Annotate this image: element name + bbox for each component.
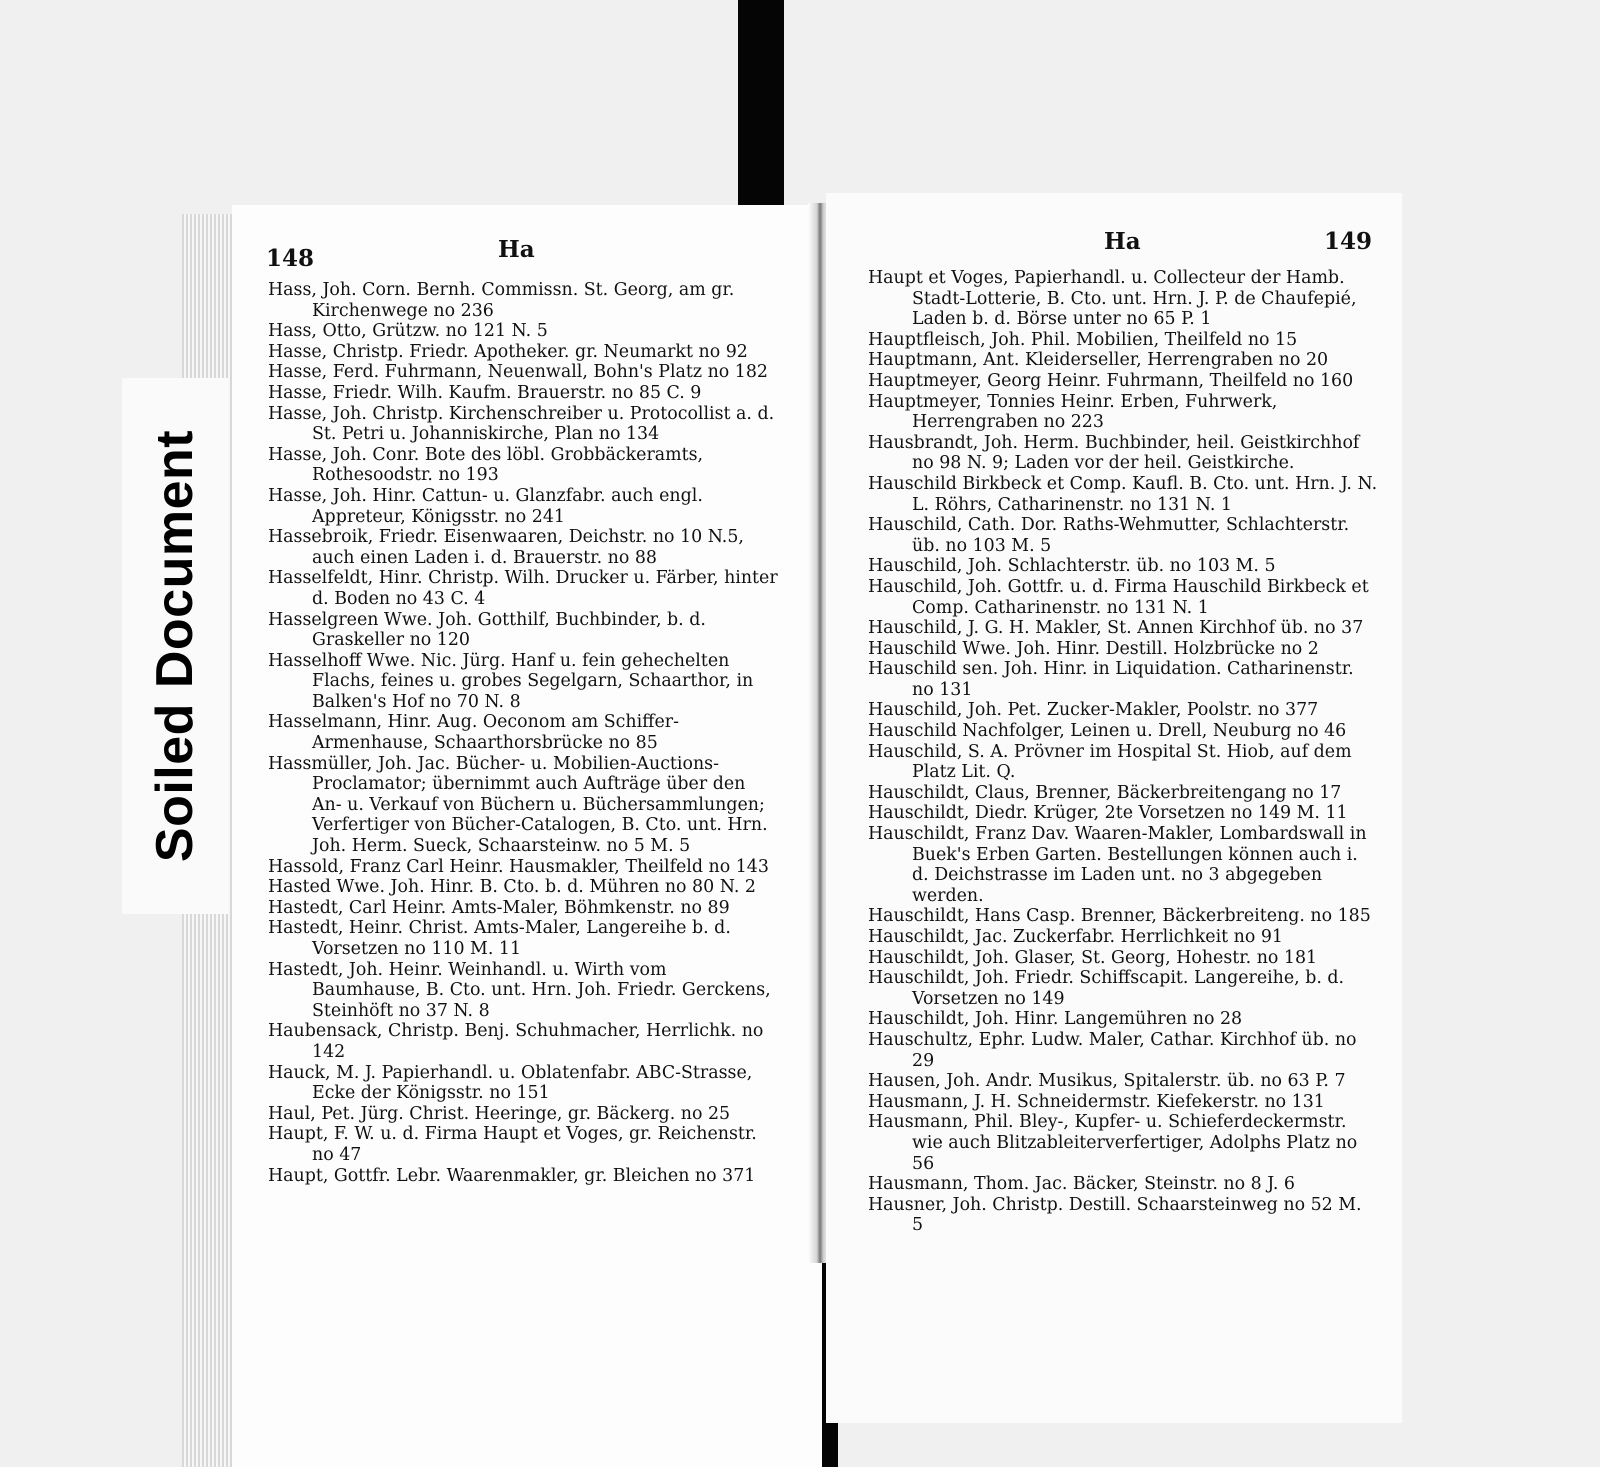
directory-entry: Hausmann, Thom. Jac. Bäcker, Steinstr. no 8 J. 6: [868, 1174, 1295, 1195]
right-page-number: 149: [1324, 228, 1373, 255]
directory-entry: Hassmüller, Joh. Jac. Bücher- u. Mobilien-Auctions-Proclamator; übernimmt auch Aufträge über den An- u. Verkauf von Büchern u. Büchersammlungen; Verfertiger von Bücher-Catalogen, B. Cto. unt. Hrn. Joh. Herm. Sueck, Schaarsteinw. no 5 M. 5: [268, 753, 768, 857]
directory-entry: Hasselmann, Hinr. Aug. Oeconom am Schiffer-Armenhause, Schaarthorsbrücke no 85: [268, 712, 679, 754]
directory-entry: Hasse, Friedr. Wilh. Kaufm. Brauerstr. no 85 C. 9: [268, 382, 702, 403]
directory-entry: Hasselgreen Wwe. Joh. Gotthilf, Buchbinder, b. d. Graskeller no 120: [268, 609, 706, 651]
directory-entry: Hauschildt, Joh. Hinr. Langemühren no 28: [868, 1009, 1243, 1030]
directory-entry: Hasse, Christp. Friedr. Apotheker. gr. Neumarkt no 92: [268, 341, 748, 362]
directory-entry: Hauschild sen. Joh. Hinr. in Liquidation. Catharinenstr. no 131: [868, 659, 1354, 700]
directory-entry: Hass, Joh. Corn. Bernh. Commissn. St. Georg, am gr. Kirchenwege no 236: [268, 280, 735, 321]
directory-entry: Hauptmann, Ant. Kleiderseller, Herrengraben no 20: [868, 350, 1329, 371]
directory-entry: Haul, Pet. Jürg. Christ. Heeringe, gr. Bäckerg. no 25: [268, 1103, 731, 1124]
directory-entry: Hastedt, Joh. Heinr. Weinhandl. u. Wirth vom Baumhause, B. Cto. unt. Hrn. Joh. Friedr. Gerckens, Steinhöft no 37 N. 8: [268, 959, 771, 1021]
directory-entry: Hassold, Franz Carl Heinr. Hausmakler, Theilfeld no 143: [268, 856, 769, 877]
left-running-head: Ha: [498, 236, 535, 263]
directory-entry: Hausbrandt, Joh. Herm. Buchbinder, heil. Geistkirchhof no 98 N. 9; Laden vor der heil. Geistkirche.: [868, 432, 1360, 474]
directory-entry: Haubensack, Christp. Benj. Schuhmacher, Herrlichk. no 142: [268, 1021, 764, 1062]
directory-entry: Hasse, Joh. Christp. Kirchenschreiber u. Protocollist a. d. St. Petri u. Johanniskirche, Plan no 134: [268, 403, 775, 445]
directory-entry: Hastedt, Carl Heinr. Amts-Maler, Böhmkenstr. no 89: [268, 897, 730, 918]
directory-entry: Hausner, Joh. Christp. Destill. Schaarsteinweg no 52 M. 5: [868, 1194, 1362, 1236]
directory-entry: Hauschildt, Diedr. Krüger, 2te Vorsetzen no 149 M. 11: [868, 803, 1348, 824]
directory-entry: Hasse, Ferd. Fuhrmann, Neuenwall, Bohn's Platz no 182: [268, 362, 768, 383]
directory-entry: Hassebroik, Friedr. Eisenwaaren, Deichstr. no 10 N.5, auch einen Laden i. d. Brauerstr. no 88: [268, 527, 744, 568]
directory-entry: Hauschildt, Franz Dav. Waaren-Makler, Lombardswall in Buek's Erben Garten. Bestellungen können auch i. d. Deichstrasse im Laden unt. no 3 abgegeben werden.: [868, 824, 1367, 906]
directory-entry: Hastedt, Heinr. Christ. Amts-Maler, Langereihe b. d. Vorsetzen no 110 M. 11: [268, 918, 731, 959]
directory-entry: Haupt et Voges, Papierhandl. u. Collecteur der Hamb. Stadt-Lotterie, B. Cto. unt. Hrn. J. P. de Chaufepié, Laden b. d. Börse unter no 65 P. 1: [868, 268, 1357, 330]
directory-entry: Hauschildt, Joh. Friedr. Schiffscapit. Langereihe, b. d. Vorsetzen no 149: [868, 968, 1345, 1009]
directory-entry: Haupt, Gottfr. Lebr. Waarenmakler, gr. Bleichen no 371: [268, 1165, 756, 1186]
directory-entry: Hauptfleisch, Joh. Phil. Mobilien, Theilfeld no 15: [868, 329, 1298, 350]
directory-entry: Hauschild, J. G. H. Makler, St. Annen Kirchhof üb. no 37: [868, 618, 1364, 639]
directory-entry: Hasselhoff Wwe. Nic. Jürg. Hanf u. fein gehechelten Flachs, feines u. grobes Segelgarn, Schaarthor, in Balken's Hof no 70 N. 8: [268, 650, 754, 712]
directory-entry: Hauschildt, Joh. Glaser, St. Georg, Hohestr. no 181: [868, 947, 1318, 968]
directory-entry: Hauptmeyer, Georg Heinr. Fuhrmann, Theilfeld no 160: [868, 370, 1354, 391]
black-tape-top: [738, 0, 784, 205]
directory-entry: Hauschild, Joh. Pet. Zucker-Makler, Poolstr. no 377: [868, 700, 1319, 721]
directory-entry: Hauptmeyer, Tonnies Heinr. Erben, Fuhrwerk, Herrengraben no 223: [868, 391, 1278, 433]
directory-entry: Hauck, M. J. Papierhandl. u. Oblatenfabr. ABC-Strasse, Ecke der Königsstr. no 151: [268, 1062, 753, 1104]
left-entry-list: [268, 280, 778, 1186]
directory-entry: Hauschild Wwe. Joh. Hinr. Destill. Holzbrücke no 2: [868, 638, 1319, 659]
directory-entry: Hauschild Nachfolger, Leinen u. Drell, Neuburg no 46: [868, 721, 1347, 742]
directory-entry: Hausmann, Phil. Bley-, Kupfer- u. Schieferdeckermstr. wie auch Blitzableiterverfertiger, Adolphs Platz no 56: [868, 1112, 1358, 1174]
directory-entry: Hasse, Joh. Conr. Bote des löbl. Grobbäckeramts, Rothesoodstr. no 193: [268, 444, 704, 486]
directory-entry: Hauschildt, Claus, Brenner, Bäckerbreitengang no 17: [868, 782, 1342, 803]
directory-entry: Hass, Otto, Grützw. no 121 N. 5: [268, 321, 548, 342]
right-entry-list: [868, 268, 1378, 1236]
directory-entry: Hauschildt, Hans Casp. Brenner, Bäckerbreiteng. no 185: [868, 906, 1371, 927]
left-page-number: 148: [266, 245, 315, 272]
directory-entry: Hauschildt, Jac. Zuckerfabr. Herrlichkeit no 91: [868, 927, 1283, 947]
directory-entry: Hausmann, J. H. Schneidermstr. Kiefekerstr. no 131: [868, 1091, 1325, 1112]
directory-entry: Hauschild Birkbeck et Comp. Kaufl. B. Cto. unt. Hrn. J. N. L. Röhrs, Catharinenstr. no 131 N. 1: [868, 473, 1378, 515]
directory-entry: Hauschild, Joh. Gottfr. u. d. Firma Hauschild Birkbeck et Comp. Catharinenstr. no 131 N. 1: [868, 576, 1369, 618]
right-running-head: Ha: [1104, 228, 1141, 255]
directory-entry: Haupt, F. W. u. d. Firma Haupt et Voges, gr. Reichenstr. no 47: [268, 1124, 757, 1165]
directory-entry: Hauschultz, Ephr. Ludw. Maler, Cathar. Kirchhof üb. no 29: [868, 1029, 1357, 1071]
directory-entry: Hausen, Joh. Andr. Musikus, Spitalerstr. üb. no 63 P. 7: [868, 1071, 1346, 1092]
directory-entry: Hasselfeldt, Hinr. Christp. Wilh. Drucker u. Färber, hinter d. Boden no 43 C. 4: [268, 568, 778, 609]
directory-entry: Hauschild, Cath. Dor. Raths-Wehmutter, Schlachterstr. üb. no 103 M. 5: [868, 515, 1350, 556]
directory-entry: Hauschild, Joh. Schlachterstr. üb. no 103 M. 5: [868, 556, 1276, 577]
directory-entry: Hasted Wwe. Joh. Hinr. B. Cto. b. d. Mühren no 80 N. 2: [268, 877, 756, 898]
soiled-document-label: Soiled Document: [146, 429, 204, 863]
directory-entry: Hauschild, S. A. Prövner im Hospital St. Hiob, auf dem Platz Lit. Q.: [868, 741, 1352, 783]
directory-entry: Hasse, Joh. Hinr. Cattun- u. Glanzfabr. auch engl. Appreteur, Königsstr. no 241: [268, 485, 703, 527]
